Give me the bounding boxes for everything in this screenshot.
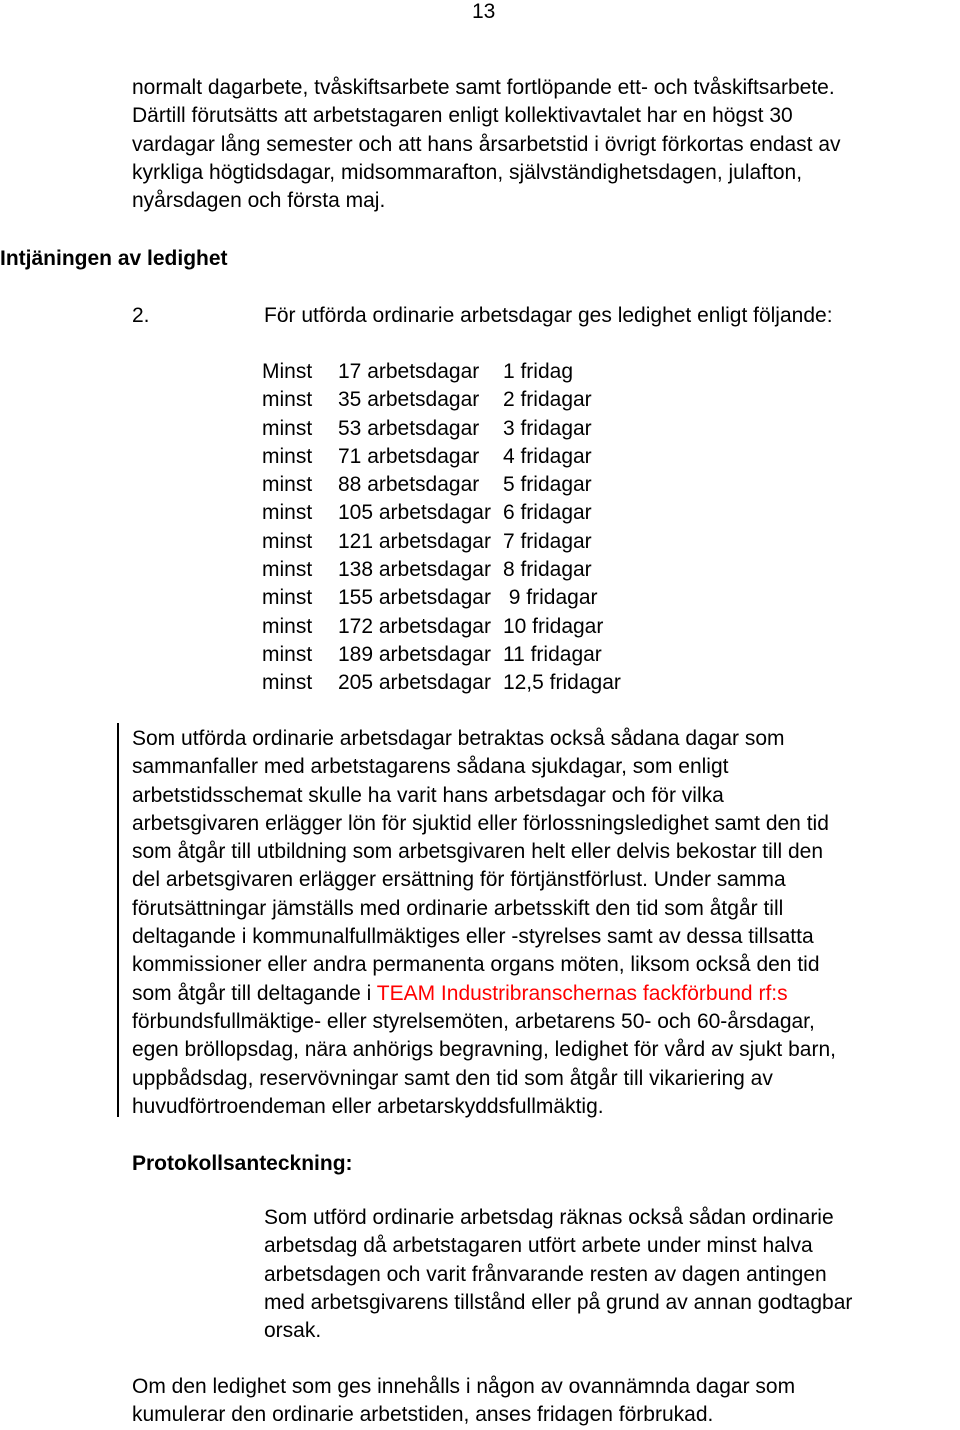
main-line: som åtgår till utbildning som arbetsgivaren helt eller delvis bekostar till den: [132, 840, 824, 864]
free-days-cell: 3 fridagar: [502, 416, 592, 440]
free-days-cell: 5 fridagar: [502, 473, 592, 497]
min-cell: minst: [262, 416, 313, 440]
intro-line: normalt dagarbete, tvåskiftsarbete samt fortlöpande ett- och tvåskiftsarbete.: [132, 76, 835, 99]
workdays-cell: 205 arbetsdagar: [338, 671, 491, 695]
workdays-cell: 155 arbetsdagar: [338, 586, 491, 610]
table-row: [262, 641, 621, 669]
leave-schedule-table: [262, 358, 621, 698]
workdays-cell: 53 arbetsdagar: [338, 416, 480, 440]
table-row: [262, 386, 621, 414]
workdays-cell: 71 arbetsdagar: [338, 444, 480, 468]
protocol-note-paragraph: [264, 1204, 852, 1345]
intro-line: Därtill förutsätts att arbetstagaren enligt kollektivavtalet har en högst 30: [132, 104, 793, 128]
main-line: del arbetsgivaren erlägger ersättning för förtjänstförlust. Under samma: [132, 868, 786, 892]
table-row: [262, 471, 621, 499]
item-number: 2.: [132, 304, 150, 327]
main-line-with-highlight: [132, 980, 836, 1008]
main-line: kommissioner eller andra permanenta organs möten, liksom också den tid: [132, 953, 820, 977]
main-line: uppbådsdag, reservövningar samt den tid som åtgår till vikariering av: [132, 1066, 773, 1090]
free-days-cell: 12,5 fridagar: [502, 671, 621, 695]
workdays-cell: 189 arbetsdagar: [338, 642, 491, 666]
protocol-line: orsak.: [264, 1319, 322, 1343]
protocol-line: med arbetsgivarens tillstånd eller på grund av annan godtagbar: [264, 1290, 853, 1314]
workdays-cell: 105 arbetsdagar: [338, 501, 491, 525]
table-row: [262, 358, 621, 386]
intro-line: kyrkliga högtidsdagar, midsommarafton, självständighetsdagen, julafton,: [132, 160, 803, 184]
free-days-cell: 7 fridagar: [502, 529, 592, 553]
main-line-text: som åtgår till deltagande i: [132, 981, 377, 1005]
protocol-line: arbetsdagen och varit frånvarande resten av dagen antingen: [264, 1262, 827, 1286]
item-text: För utförda ordinarie arbetsdagar ges ledighet enligt följande:: [264, 304, 833, 327]
workdays-cell: 35 arbetsdagar: [338, 388, 480, 412]
main-line: egen bröllopsdag, nära anhörigs begravning, ledighet för vård av sjukt barn,: [132, 1038, 836, 1062]
union-name-highlight: TEAM Industribranschernas fackförbund rf:s: [376, 981, 788, 1005]
table-row: [262, 499, 621, 527]
section-heading: Intjäningen av ledighet: [0, 247, 228, 270]
min-cell: minst: [262, 444, 313, 468]
intro-line: nyårsdagen och första maj.: [132, 189, 386, 213]
min-cell: minst: [262, 388, 313, 412]
free-days-cell: 9 fridagar: [502, 586, 598, 610]
min-cell: minst: [262, 614, 313, 638]
workdays-cell: 88 arbetsdagar: [338, 473, 480, 497]
free-days-cell: 11 fridagar: [502, 642, 602, 666]
table-row: [262, 528, 621, 556]
workdays-cell: 138 arbetsdagar: [338, 558, 491, 582]
page-number: 13: [472, 0, 496, 23]
intro-line: vardagar lång semester och att hans årsarbetstid i övrigt förkortas endast av: [132, 132, 841, 156]
intro-paragraph: [132, 74, 841, 215]
main-line: huvudförtroendeman eller arbetarskyddsfullmäktig.: [132, 1094, 604, 1118]
min-cell: minst: [262, 529, 313, 553]
revision-change-bar: [117, 723, 119, 1117]
min-cell: minst: [262, 586, 313, 610]
final-line: Om den ledighet som ges innehålls i någon av ovannämnda dagar som: [132, 1375, 796, 1398]
main-line: sammanfaller med arbetstagarens sådana sjukdagar, som enligt: [132, 755, 729, 779]
free-days-cell: 1 fridag: [502, 360, 573, 383]
min-cell: minst: [262, 473, 313, 497]
main-line: förbundsfullmäktige- eller styrelsemöten, arbetarens 50- och 60-årsdagar,: [132, 1009, 815, 1033]
min-cell: minst: [262, 558, 313, 582]
workdays-cell: 121 arbetsdagar: [338, 529, 491, 553]
main-line: arbetsgivaren erlägger lön för sjuktid eller förlossningsledighet samt den tid: [132, 811, 829, 835]
free-days-cell: 4 fridagar: [502, 444, 592, 468]
table-row: [262, 584, 621, 612]
workdays-cell: 17 arbetsdagar: [338, 360, 480, 383]
main-line: arbetstidsschemat skulle ha varit hans arbetsdagar och för vilka: [132, 783, 724, 807]
table-row: [262, 415, 621, 443]
final-line: kumulerar den ordinarie arbetstiden, anses fridagen förbrukad.: [132, 1403, 714, 1427]
protocol-line: Som utförd ordinarie arbetsdag räknas också sådan ordinarie: [264, 1206, 834, 1229]
main-paragraph: [132, 725, 836, 1121]
workdays-cell: 172 arbetsdagar: [338, 614, 491, 638]
min-cell: minst: [262, 671, 313, 695]
final-paragraph: [132, 1373, 795, 1430]
table-row: [262, 669, 621, 697]
main-line: förutsättningar jämställs med ordinarie arbetsskift den tid som åtgår till: [132, 896, 784, 920]
table-row: [262, 613, 621, 641]
free-days-cell: 2 fridagar: [502, 388, 592, 412]
main-line: Som utförda ordinarie arbetsdagar betraktas också sådana dagar som: [132, 727, 785, 750]
free-days-cell: 10 fridagar: [502, 614, 604, 638]
min-cell: minst: [262, 642, 313, 666]
table-row: [262, 556, 621, 584]
min-cell: Minst: [262, 360, 313, 383]
free-days-cell: 6 fridagar: [502, 501, 592, 525]
protocol-line: arbetsdag då arbetstagaren utfört arbete under minst halva: [264, 1234, 813, 1258]
main-line: deltagande i kommunalfullmäktiges eller -styrelses samt av dessa tillsatta: [132, 925, 814, 949]
free-days-cell: 8 fridagar: [502, 558, 592, 582]
protocol-note-heading: Protokollsanteckning:: [132, 1152, 353, 1175]
min-cell: minst: [262, 501, 313, 525]
table-row: [262, 443, 621, 471]
